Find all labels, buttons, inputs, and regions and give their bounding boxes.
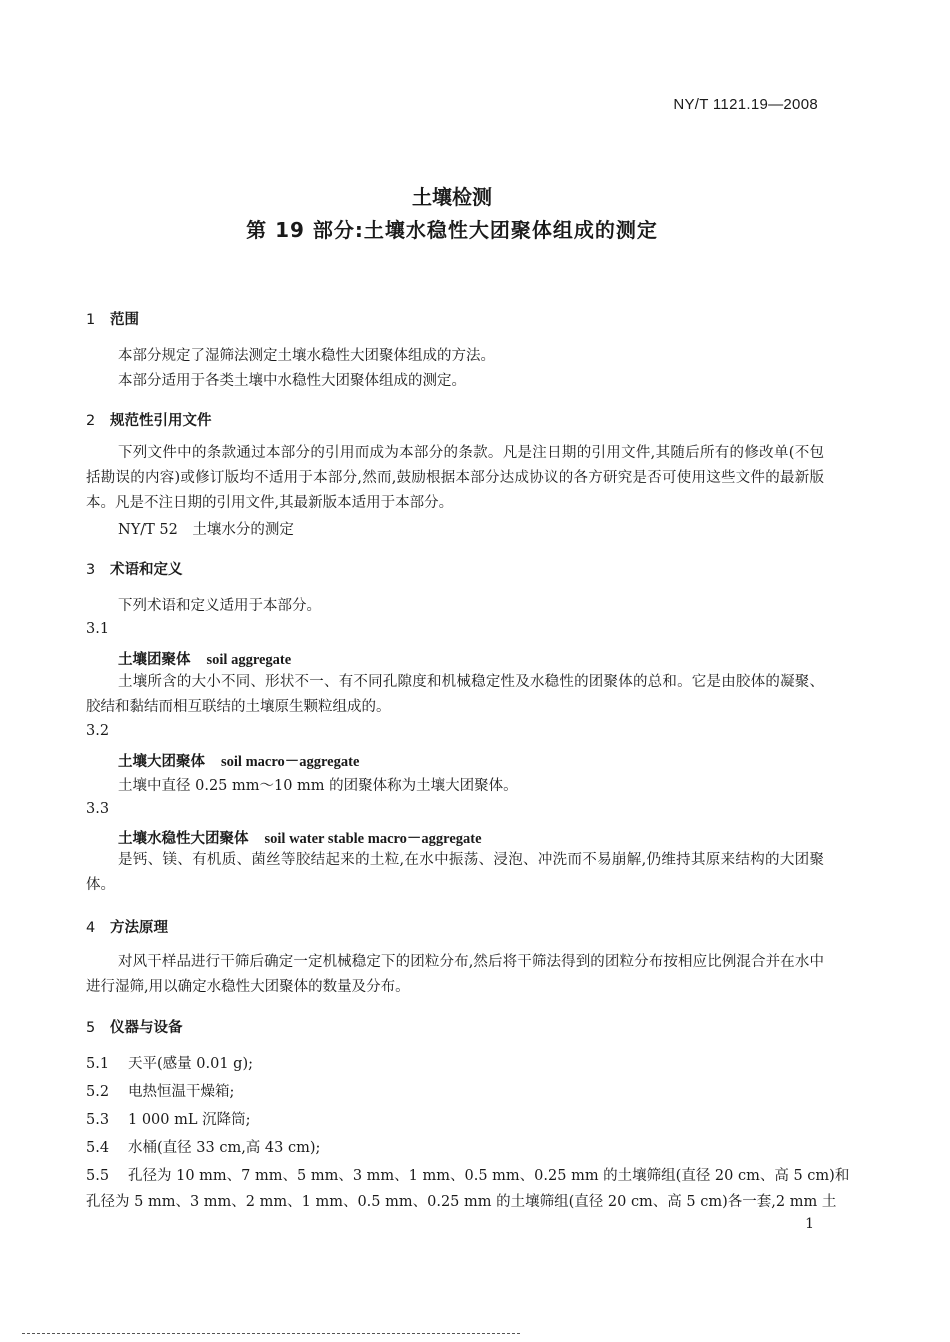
item-number: 5.5 (86, 1168, 110, 1184)
section-title: 规范性引用文件 (110, 413, 212, 429)
item-number: 5.1 (86, 1056, 110, 1072)
section-number: 1 (86, 312, 96, 328)
term-english: soil water stable macro－aggregate (264, 831, 482, 847)
paragraph: 本部分适用于各类土壤中水稳性大团聚体组成的测定。 (118, 373, 466, 389)
document-title: 土壤检测 (412, 185, 492, 209)
term-chinese: 土壤团聚体 (118, 652, 191, 668)
section-heading-3 (86, 558, 183, 579)
item-text: 孔径为 10 mm、7 mm、5 mm、3 mm、1 mm、0.5 mm、0.25 mm 的土壤筛组(直径 20 cm、高 5 cm)和 (128, 1168, 850, 1184)
section-heading-5 (86, 1016, 183, 1037)
section-title: 仪器与设备 (110, 1020, 183, 1036)
term-definition: 是钙、镁、有机质、菌丝等胶结起来的土粒,在水中振荡、浸泡、冲洗而不易崩解,仍维持其原来结构的大团聚体。 (86, 852, 824, 893)
paragraph: 本部分规定了湿筛法测定土壤水稳性大团聚体组成的方法。 (118, 348, 495, 364)
footer-rule (22, 1333, 520, 1334)
term-english: soil aggregate (206, 652, 292, 668)
clause-number: 3.3 (86, 801, 110, 817)
paragraph: 下列文件中的条款通过本部分的引用而成为本部分的条款。凡是注日期的引用文件,其随后所有的修改单(不包括勘误的内容)或修订版均不适用于本部分,然而,鼓励根据本部分达成协议的各方研究是否可使用这些文件的最新版本。凡是不注日期的引用文件,其最新版本适用于本部分。 (86, 445, 824, 511)
list-item (86, 1164, 849, 1185)
section-title: 范围 (110, 312, 139, 328)
document-subtitle: 第 19 部分:土壤水稳性大团聚体组成的测定 (246, 218, 658, 242)
section-title: 方法原理 (110, 920, 168, 936)
section-number: 2 (86, 413, 96, 429)
section-heading-1 (86, 308, 139, 329)
normative-reference: NY/T 52 土壤水分的测定 (118, 522, 294, 538)
list-item (86, 1136, 320, 1157)
term-chinese: 土壤水稳性大团聚体 (118, 831, 249, 847)
term-definition: 土壤中直径 0.25 mm～10 mm 的团聚体称为土壤大团聚体。 (118, 778, 518, 794)
item-text: 电热恒温干燥箱; (128, 1084, 235, 1100)
paragraph: 下列术语和定义适用于本部分。 (118, 598, 321, 614)
term-entry (118, 827, 482, 848)
term-chinese: 土壤大团聚体 (118, 754, 205, 770)
section-number: 5 (86, 1020, 96, 1036)
term-entry (118, 750, 359, 771)
clause-number: 3.2 (86, 723, 110, 739)
section-number: 4 (86, 920, 96, 936)
standard-code: NY/T 1121.19—2008 (673, 96, 818, 113)
list-item (86, 1080, 234, 1101)
section-heading-2 (86, 409, 212, 430)
term-entry (118, 648, 291, 669)
item-text: 水桶(直径 33 cm,高 43 cm); (128, 1140, 321, 1156)
item-number: 5.3 (86, 1112, 110, 1128)
clause-number: 3.1 (86, 621, 110, 637)
section-heading-4 (86, 916, 168, 937)
section-number: 3 (86, 562, 96, 578)
item-text: 天平(感量 0.01 g); (128, 1056, 253, 1072)
item-number: 5.2 (86, 1084, 110, 1100)
term-english: soil macro－aggregate (221, 754, 360, 770)
page-number: 1 (805, 1216, 814, 1232)
item-number: 5.4 (86, 1140, 110, 1156)
item-text: 1 000 mL 沉降筒; (128, 1112, 251, 1128)
list-item-continuation: 孔径为 5 mm、3 mm、2 mm、1 mm、0.5 mm、0.25 mm 的土壤筛组(直径 20 cm、高 5 cm)各一套,2 mm 土 (86, 1194, 837, 1210)
term-definition: 土壤所含的大小不同、形状不一、有不同孔隙度和机械稳定性及水稳性的团聚体的总和。它是由胶体的凝聚、胶结和黏结而相互联结的土壤原生颗粒组成的。 (86, 674, 824, 715)
paragraph: 对风干样品进行干筛后确定一定机械稳定下的团粒分布,然后将干筛法得到的团粒分布按相应比例混合并在水中进行湿筛,用以确定水稳性大团聚体的数量及分布。 (86, 954, 824, 995)
list-item (86, 1052, 253, 1073)
list-item (86, 1108, 251, 1129)
section-title: 术语和定义 (110, 562, 183, 578)
